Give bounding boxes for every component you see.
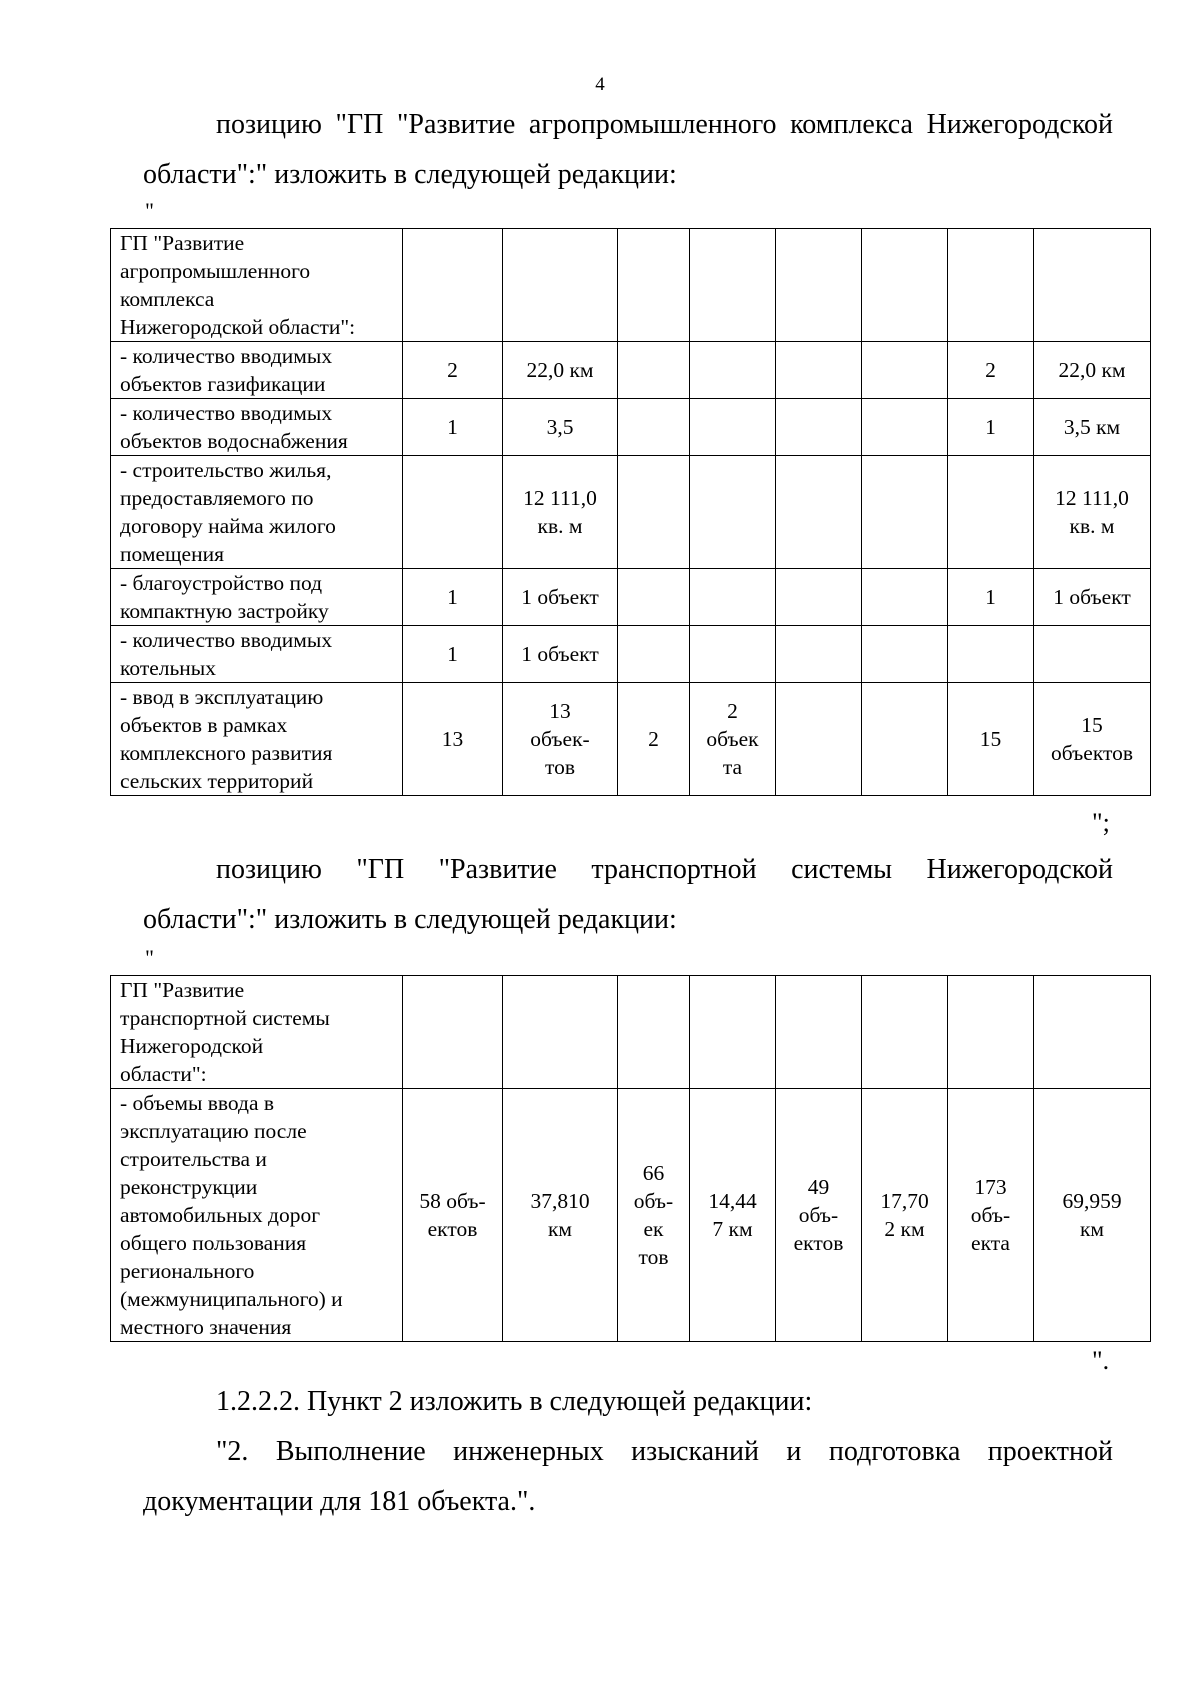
table-row bbox=[111, 683, 1151, 796]
agro-table bbox=[110, 228, 1151, 796]
table-cell bbox=[1034, 626, 1151, 683]
table-cell bbox=[776, 569, 862, 626]
table-cell bbox=[690, 229, 776, 342]
table-cell: 1 bbox=[403, 399, 503, 456]
table-row bbox=[111, 456, 1151, 569]
row-label: - количество вводимых объектов газификации bbox=[111, 342, 403, 399]
table-cell: 1 bbox=[948, 569, 1034, 626]
table-row bbox=[111, 399, 1151, 456]
table-cell bbox=[618, 229, 690, 342]
table-cell bbox=[503, 229, 618, 342]
table-cell: 1 bbox=[403, 626, 503, 683]
table-cell bbox=[690, 456, 776, 569]
section2-open-quote: " bbox=[145, 945, 154, 970]
table-cell bbox=[776, 683, 862, 796]
table-cell bbox=[862, 976, 948, 1089]
table-cell bbox=[690, 569, 776, 626]
table-cell bbox=[690, 342, 776, 399]
item-text-line2: документации для 181 объекта.". bbox=[143, 1486, 536, 1517]
table-cell bbox=[776, 456, 862, 569]
row-label: - ввод в эксплуатацию объектов в рамках комплексного развития сельских территорий bbox=[111, 683, 403, 796]
table-row bbox=[111, 1089, 1151, 1342]
table-cell bbox=[618, 569, 690, 626]
table-cell bbox=[776, 342, 862, 399]
section1-intro-line1: позицию "ГП "Развитие агропромышленного комплекса Нижегородской bbox=[216, 109, 1113, 140]
table-row bbox=[111, 342, 1151, 399]
table-cell bbox=[862, 683, 948, 796]
table-cell bbox=[618, 342, 690, 399]
table-cell: 15 bbox=[948, 683, 1034, 796]
table-cell bbox=[948, 626, 1034, 683]
table-cell: 13 bbox=[403, 683, 503, 796]
table-cell bbox=[776, 399, 862, 456]
table-cell: 37,810 км bbox=[503, 1089, 618, 1342]
transport-table bbox=[110, 975, 1151, 1342]
table-cell bbox=[690, 626, 776, 683]
table-cell: 1 bbox=[403, 569, 503, 626]
table-cell bbox=[776, 229, 862, 342]
section1-open-quote: " bbox=[145, 198, 154, 223]
table-cell bbox=[503, 976, 618, 1089]
section2-intro-line1: позицию "ГП "Развитие транспортной системы Нижегородской bbox=[216, 854, 1113, 885]
table-cell bbox=[1034, 229, 1151, 342]
table-cell bbox=[618, 456, 690, 569]
table-cell bbox=[618, 626, 690, 683]
table-cell: 3,5 км bbox=[1034, 399, 1151, 456]
table-cell: 14,44 7 км bbox=[690, 1089, 776, 1342]
table-cell bbox=[403, 229, 503, 342]
table-row bbox=[111, 229, 1151, 342]
table-row bbox=[111, 626, 1151, 683]
table-cell bbox=[862, 626, 948, 683]
row-label: - строительство жилья, предоставляемого по договору найма жилого помещения bbox=[111, 456, 403, 569]
row-label: ГП "Развитие агропромышленного комплекса Нижегородской области": bbox=[111, 229, 403, 342]
table-cell bbox=[862, 342, 948, 399]
table-cell bbox=[948, 976, 1034, 1089]
table-cell: 2 bbox=[948, 342, 1034, 399]
table-cell bbox=[862, 399, 948, 456]
table-cell bbox=[948, 229, 1034, 342]
table-cell bbox=[862, 229, 948, 342]
section2-intro bbox=[143, 845, 1113, 945]
table-cell: 2 bbox=[403, 342, 503, 399]
table-cell bbox=[403, 976, 503, 1089]
table-cell: 22,0 км bbox=[1034, 342, 1151, 399]
table-cell: 1 объект bbox=[503, 626, 618, 683]
table-cell bbox=[862, 456, 948, 569]
section1-intro-line2: области":" изложить в следующей редакции: bbox=[143, 159, 677, 190]
table-cell: 49 объ- ектов bbox=[776, 1089, 862, 1342]
item-text-line1: "2. Выполнение инженерных изысканий и подготовка проектной bbox=[216, 1436, 1113, 1467]
row-label: - количество вводимых объектов водоснабжения bbox=[111, 399, 403, 456]
table-cell: 3,5 bbox=[503, 399, 618, 456]
table-cell: 173 объ- екта bbox=[948, 1089, 1034, 1342]
table-row bbox=[111, 976, 1151, 1089]
table-cell bbox=[690, 976, 776, 1089]
table-cell bbox=[1034, 976, 1151, 1089]
table-cell: 17,70 2 км bbox=[862, 1089, 948, 1342]
item-section bbox=[143, 1377, 1113, 1527]
row-label: ГП "Развитие транспортной системы Нижегородской области": bbox=[111, 976, 403, 1089]
table-cell: 2 объек та bbox=[690, 683, 776, 796]
table-cell: 15 объектов bbox=[1034, 683, 1151, 796]
table-cell: 66 объ- ек тов bbox=[618, 1089, 690, 1342]
table-cell bbox=[776, 976, 862, 1089]
table-cell bbox=[618, 399, 690, 456]
table-cell: 12 111,0 кв. м bbox=[503, 456, 618, 569]
page-number: 4 bbox=[595, 74, 605, 95]
table-cell: 1 объект bbox=[503, 569, 618, 626]
item-heading: 1.2.2.2. Пункт 2 изложить в следующей редакции: bbox=[216, 1386, 813, 1417]
row-label: - объемы ввода в эксплуатацию после строительства и реконструкции автомобильных дорог общего пользования регионального (межмуниципального) и местного значения bbox=[111, 1089, 403, 1342]
table-cell: 13 объек- тов bbox=[503, 683, 618, 796]
table-cell: 1 объект bbox=[1034, 569, 1151, 626]
section1-close-quote: "; bbox=[1092, 808, 1110, 837]
table-cell: 58 объ- ектов bbox=[403, 1089, 503, 1342]
table-cell bbox=[690, 399, 776, 456]
section1-intro bbox=[143, 100, 1113, 200]
section2-close-quote: ". bbox=[1092, 1346, 1110, 1375]
table-row bbox=[111, 569, 1151, 626]
table-cell: 22,0 км bbox=[503, 342, 618, 399]
section2-intro-line2: области":" изложить в следующей редакции: bbox=[143, 904, 677, 935]
table-cell: 12 111,0 кв. м bbox=[1034, 456, 1151, 569]
table-cell: 2 bbox=[618, 683, 690, 796]
table-cell bbox=[948, 456, 1034, 569]
table-cell bbox=[862, 569, 948, 626]
row-label: - благоустройство под компактную застройку bbox=[111, 569, 403, 626]
table-cell: 69,959 км bbox=[1034, 1089, 1151, 1342]
table-cell bbox=[403, 456, 503, 569]
table-cell: 1 bbox=[948, 399, 1034, 456]
table-cell bbox=[776, 626, 862, 683]
table-cell bbox=[618, 976, 690, 1089]
row-label: - количество вводимых котельных bbox=[111, 626, 403, 683]
